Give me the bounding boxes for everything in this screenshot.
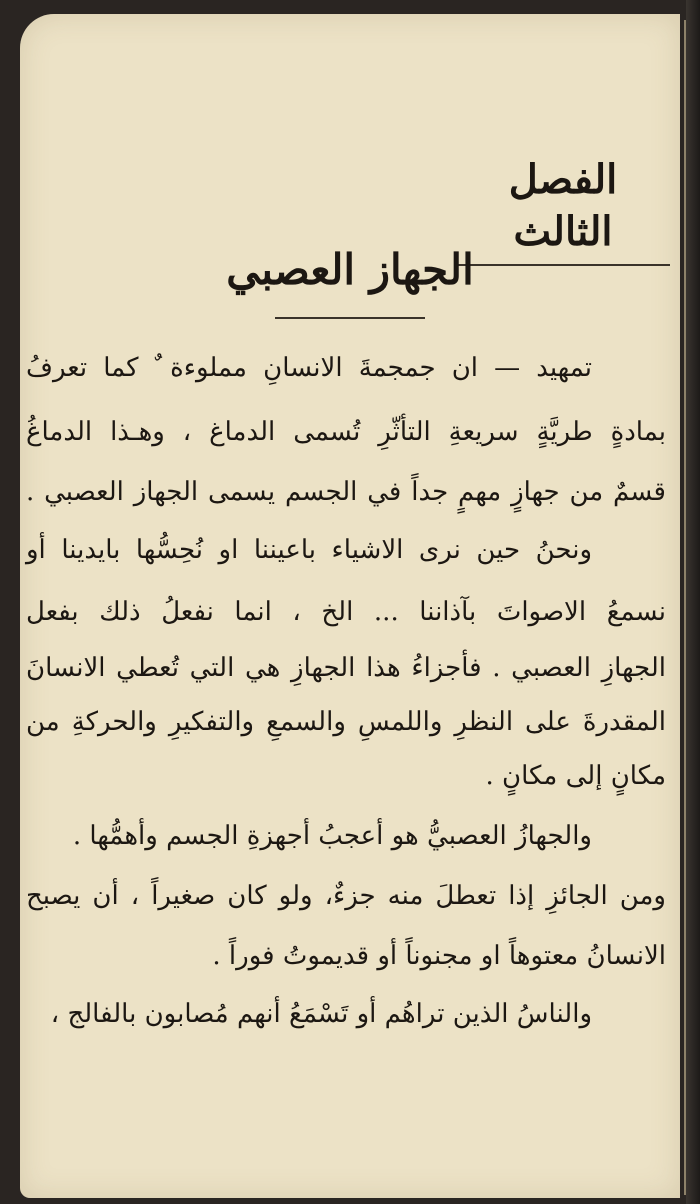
page-content	[20, 14, 680, 1198]
text-line-10: ومن الجائزِ إذا تعطلَ منه جزءٌ، ولو كان صغيراً ، أن يصبح	[26, 881, 666, 911]
text-line-11: الانسانُ معتوهاً او مجنوناً أو قديموتُ فوراً .	[212, 941, 666, 971]
text-line-5: نسمعُ الاصواتَ بآذاننا ... الخ ، انما نفعلُ ذلك بفعل	[26, 597, 666, 627]
text-line-12: والناسُ الذين تراهُم أو تَسْمَعُ أنهم مُصابون بالفالج ،	[50, 999, 592, 1029]
text-line-4: ونحنُ حين نرى الاشياء باعيننا او نُحِسُّها بايدينا أو	[26, 535, 592, 565]
text-line-7: المقدرةَ على النظرِ واللمسِ والسمعِ والتفكيرِ والحركةِ من	[26, 707, 666, 737]
text-line-2: بمادةٍ طريَّةٍ سريعةِ التأثّرِ تُسمى الدماغ ، وهـذا الدماغُ	[26, 417, 666, 447]
text-line-3: قسمٌ من جهازٍ مهمٍ جداً في الجسم يسمى الجهاز العصبي .	[26, 477, 666, 507]
text-line-1: تمهيد — ان جمجمةَ الانسانِ مملوءة ٌ كما تعرفُ	[26, 353, 592, 383]
title-underline	[275, 317, 425, 319]
book-spine-edge	[686, 0, 700, 1204]
text-line-6: الجهازِ العصبي . فأجزاءُ هذا الجهازِ هي التي تُعطي الانسانَ	[26, 653, 666, 683]
section-title: الجهاز العصبي	[226, 245, 474, 294]
text-line-9: والجهازُ العصبيُّ هو أعجبُ أجهزةِ الجسم وأهمُّها .	[72, 821, 592, 851]
text-line-8: مكانٍ إلى مكانٍ .	[485, 761, 666, 791]
chapter-heading: الفصل الثالث	[456, 154, 670, 266]
